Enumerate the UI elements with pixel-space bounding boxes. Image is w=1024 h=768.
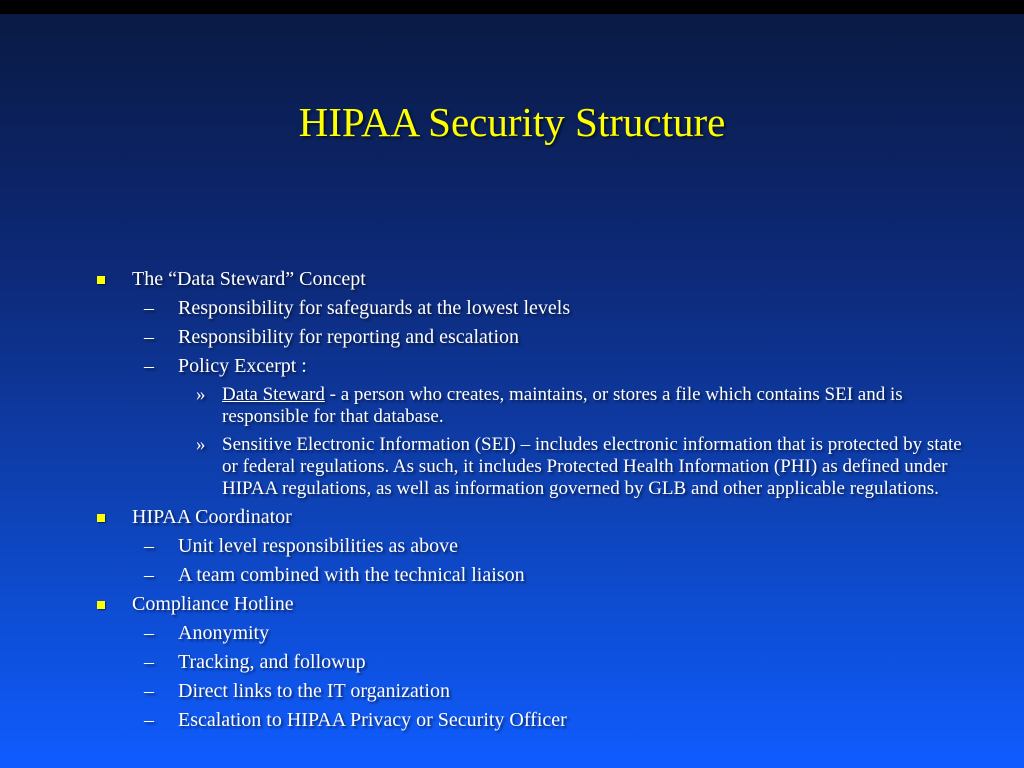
excerpt-text: - a person who creates, maintains, or stores a file which contains SEI and is responsible for that database. <box>222 384 903 427</box>
sub-bullet-text: Direct links to the IT organization <box>178 680 450 702</box>
sub-bullet <box>92 621 962 645</box>
raquo-icon: » <box>196 384 206 405</box>
dash-icon: – <box>144 326 154 348</box>
dash-icon: – <box>144 622 154 644</box>
bullet-hipaa-coordinator <box>92 505 962 529</box>
sub-bullet <box>92 563 962 587</box>
sub-bullet-text: A team combined with the technical liaison <box>178 564 525 586</box>
dash-icon: – <box>144 564 154 586</box>
dash-icon: – <box>144 355 154 377</box>
sub-bullet-text: Tracking, and followup <box>178 651 366 673</box>
bullet-label: Compliance Hotline <box>132 593 294 615</box>
sub-bullet <box>92 354 962 378</box>
slide-title: HIPAA Security Structure <box>298 99 726 145</box>
square-bullet-icon <box>97 276 105 284</box>
sub-bullet-text: Responsibility for safeguards at the lowest levels <box>178 297 571 319</box>
dash-icon: – <box>144 680 154 702</box>
dash-icon: – <box>144 297 154 319</box>
sub-bullet-text: Escalation to HIPAA Privacy or Security Officer <box>178 709 567 731</box>
slide-content <box>92 262 962 732</box>
sub-bullet <box>92 650 962 674</box>
sub-bullet-text: Anonymity <box>178 622 270 644</box>
sub-bullet-text: Unit level responsibilities as above <box>178 535 458 557</box>
sub-bullet <box>92 296 962 320</box>
excerpt-item <box>92 384 962 428</box>
bullet-label: The “Data Steward” Concept <box>132 268 366 290</box>
bullet-compliance-hotline <box>92 592 962 616</box>
sub-bullet <box>92 325 962 349</box>
slide <box>0 14 1024 768</box>
dash-icon: – <box>144 651 154 673</box>
dash-icon: – <box>144 709 154 731</box>
sub-bullet <box>92 708 962 732</box>
data-steward-term: Data Steward <box>222 384 325 405</box>
excerpt-text: Sensitive Electronic Information (SEI) – includes electronic information that is protected by state or federal regulations. As such, it includes Protected Health Information (PHI) as defined under HIPAA regulations, as well as information governed by GLB and other applicable regulations. <box>222 434 962 499</box>
bullet-data-steward-concept <box>92 267 962 291</box>
excerpt-item <box>92 434 962 500</box>
raquo-icon: » <box>196 434 206 455</box>
sub-bullet-text: Responsibility for reporting and escalation <box>178 326 520 348</box>
bullet-label: HIPAA Coordinator <box>132 506 292 528</box>
dash-icon: – <box>144 535 154 557</box>
sub-bullet <box>92 679 962 703</box>
square-bullet-icon <box>97 601 105 609</box>
sub-bullet-text: Policy Excerpt : <box>178 355 307 377</box>
sub-bullet <box>92 534 962 558</box>
square-bullet-icon <box>97 514 105 522</box>
